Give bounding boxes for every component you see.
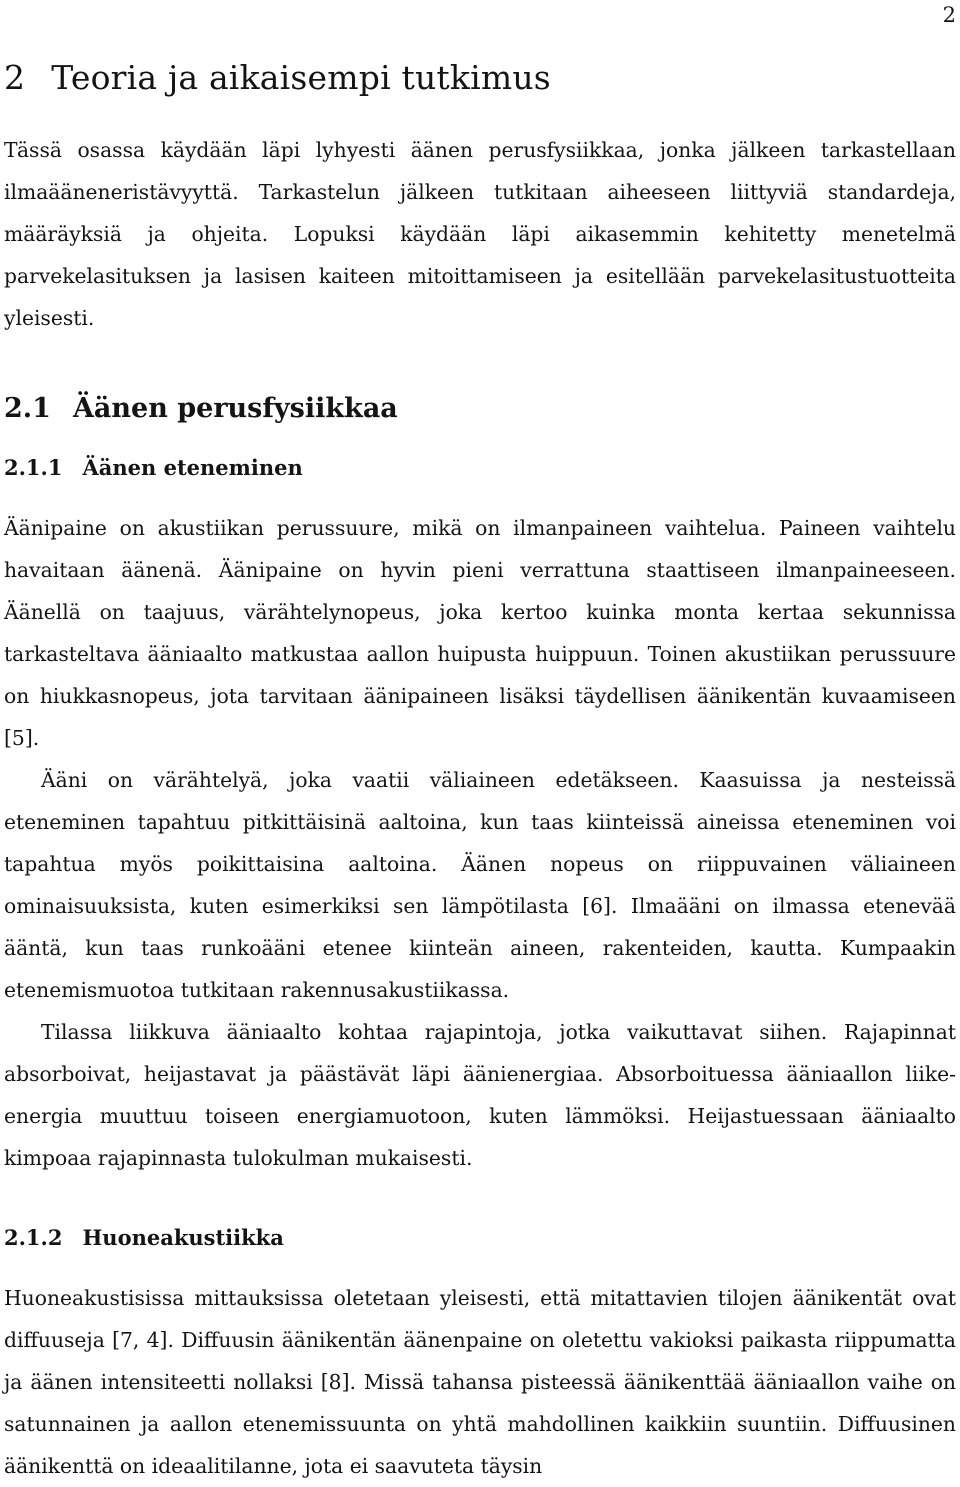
body-paragraph: Huoneakustisissa mittauksissa oletetaan yleisesti, että mitattavien tilojen äänikentät ovat diffuuseja [7, 4]. Diffuusin äänikentän äänenpaine on oletettu vakioksi paikasta riippumatta ja äänen intensiteetti nollaksi [8]. Missä tahansa pisteessä äänikenttää ääniaallon vaihe on satunnainen ja aallon etenemissuunta on yhtä mahdollinen kaikkiin suuntiin. Diffuusinen äänikenttä on ideaalitilanne, jota ei saavuteta täysin [4,1286,956,1478]
chapter-heading [4,56,551,100]
subsection-title: Huoneakustiikka [82,1225,284,1250]
chapter-title: Teoria ja aikaisempi tutkimus [51,58,551,97]
body-paragraph: Ääni on värähtelyä, joka vaatii väliaineen edetäkseen. Kaasuissa ja nesteissä eteneminen tapahtuu pitkittäisinä aaltoina, kun taas kiinteissä aineissa eteneminen voi tapahtua myös poikittaisina aaltoina. Äänen nopeus on riippuvainen väliaineen ominaisuuksista, kuten esimerkiksi sen lämpötilasta [6]. Ilmaääni on ilmassa etenevää ääntä, kun taas runkoääni etenee kiinteän aineen, rakenteiden, kautta. Kumpaakin etenemismuotoa tutkitaan rakennusakustiikassa. [4,768,956,1002]
body-paragraph: Äänipaine on akustiikan perussuure, mikä on ilmanpaineen vaihtelua. Paineen vaihtelu havaitaan äänenä. Äänipaine on hyvin pieni verrattuna staattiseen ilmanpaineeseen. Äänellä on taajuus, värähtelynopeus, joka kertoo kuinka monta kertaa sekunnissa tarkasteltava ääniaalto matkustaa aallon huipusta huippuun. Toinen akustiikan perussuure on hiukkasnopeus, jota tarvitaan äänipaineen lisäksi täydellisen äänikentän kuvaamiseen [5]. [4,516,956,750]
section-number: 2.1 [4,393,51,424]
chapter-intro-paragraph: Tässä osassa käydään läpi lyhyesti äänen perusfysiikkaa, jonka jälkeen tarkastellaan ilmaääneneristävyyttä. Tarkastelun jälkeen tutkitaan aiheeseen liittyviä standardeja, määräyksiä ja ohjeita. Lopuksi käydään läpi aikasemmin kehitetty menetelmä parvekelasituksen ja lasisen kaiteen mitoittamiseen ja esitellään parvekelasitustuotteita yleisesti. [4,138,956,330]
page-number: 2 [942,3,956,27]
subsection-heading-room-acoustics [4,1223,284,1253]
chapter-number: 2 [4,58,26,97]
section-title: Äänen perusfysiikkaa [72,393,398,424]
subsection-title: Äänen eteneminen [82,455,303,480]
subsection-number: 2.1.2 [4,1225,63,1250]
section-heading [4,389,398,429]
subsection-number: 2.1.1 [4,455,63,480]
body-paragraph: Tilassa liikkuva ääniaalto kohtaa rajapintoja, jotka vaikuttavat siihen. Rajapinnat absorboivat, heijastavat ja päästävät läpi äänienergiaa. Absorboituessa ääniaallon liike-energia muuttuu toiseen energiamuotoon, kuten lämmöksi. Heijastuessaan ääniaalto kimpoaa rajapinnasta tulokulman mukaisesti. [4,1020,956,1170]
subsection-heading-sound-propagation [4,453,303,483]
